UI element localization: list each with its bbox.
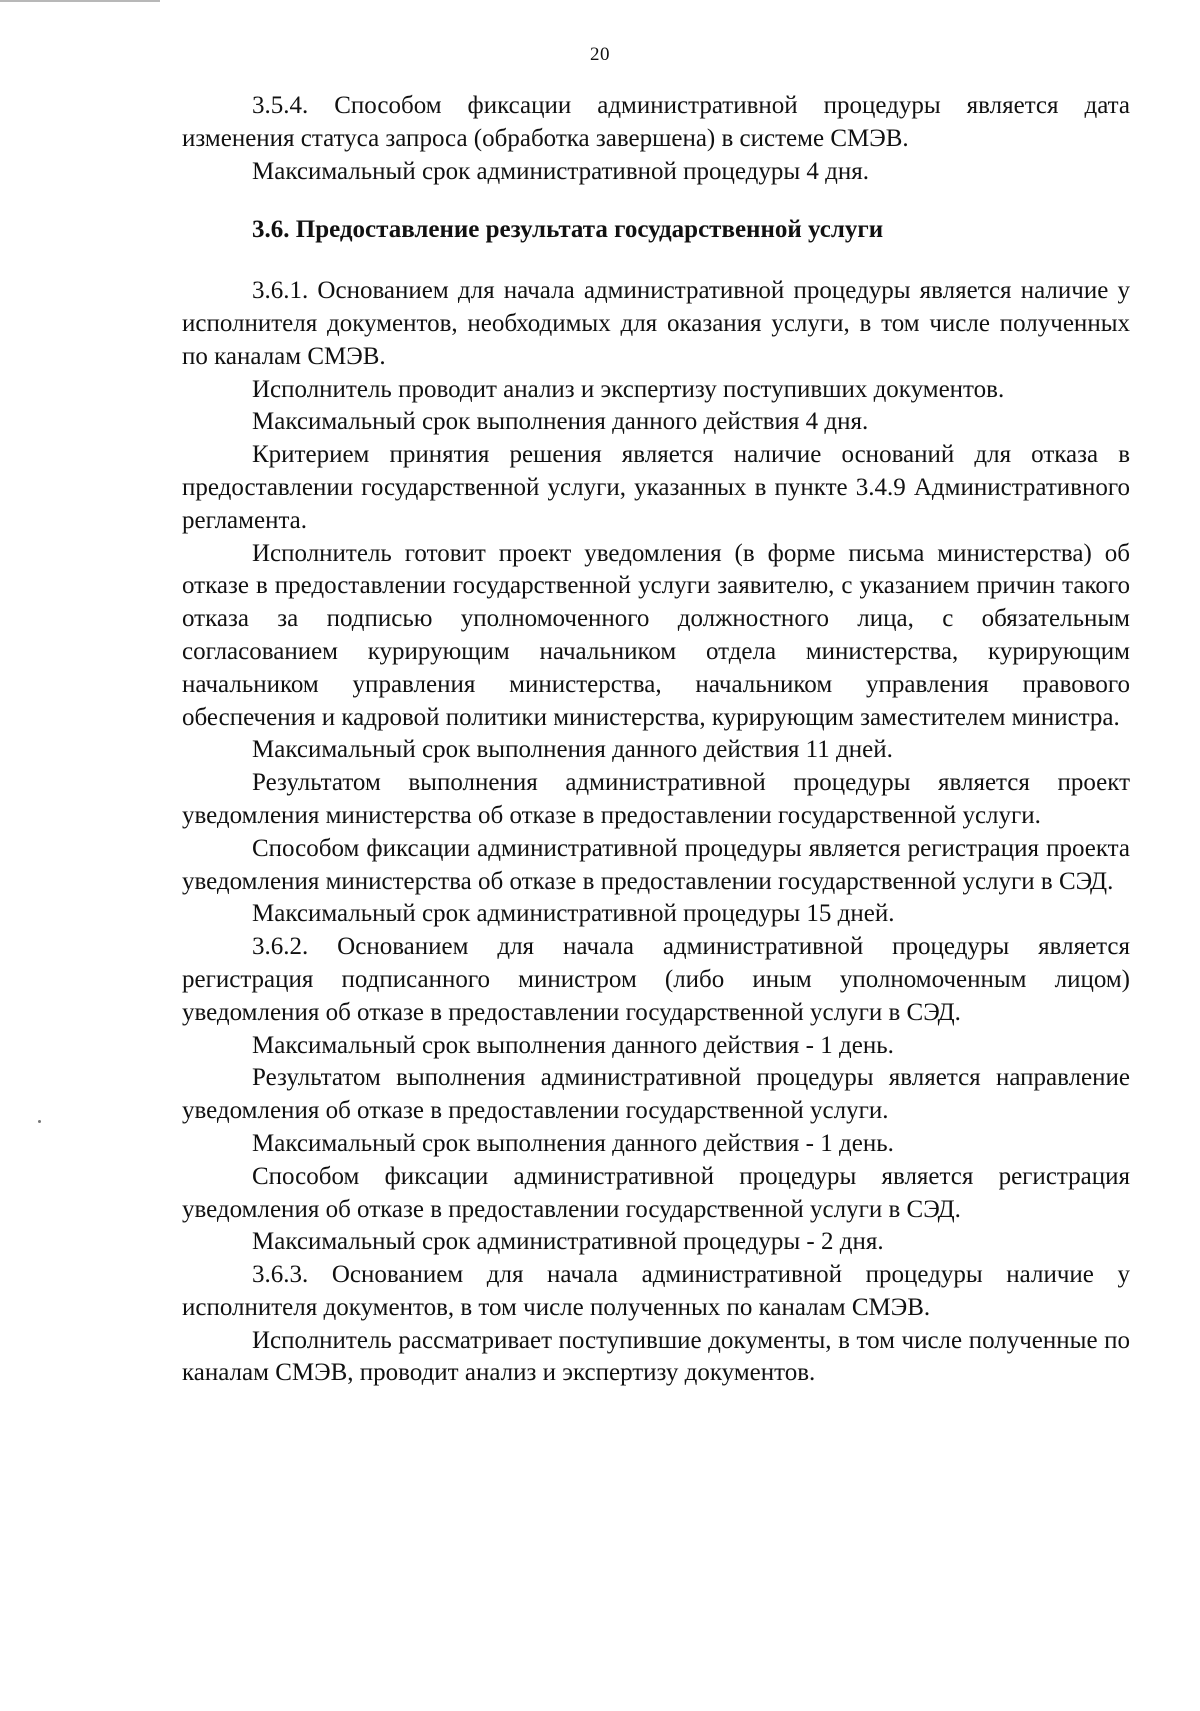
paragraph-deadline-1-day-a: Максимальный срок выполнения данного действия - 1 день. [252,1031,894,1059]
paragraph-deadline-1-day-b: Максимальный срок выполнения данного действия - 1 день. [252,1129,894,1157]
paragraph-result-sending: Результатом выполнения административной процедуры является направление уведомления об отказе в предоставлении государственной услуги. [182,1064,1130,1125]
paragraph-fixation-registration: Способом фиксации административной процедуры является регистрация уведомления об отказе в предоставлении государственной услуги в СЭД. [182,1162,1130,1223]
paragraph-deadline-11-days: Максимальный срок выполнения данного действия 11 дней. [252,736,893,764]
scan-speck [38,1120,41,1123]
paragraph-3-6-1: 3.6.1. Основанием для начала административной процедуры является наличие у исполнителя документов, необходимых для оказания услуги, в том числе полученных по каналам СМЭВ. [182,277,1130,370]
paragraph-3-5-4-deadline: Максимальный срок административной процедуры 4 дня. [252,157,870,185]
paragraph-deadline-4-days: Максимальный срок выполнения данного действия 4 дня. [252,408,869,436]
paragraph-deadline-15-days: Максимальный срок административной процедуры 15 дней. [252,900,895,928]
paragraph-3-5-4: 3.5.4. Способом фиксации административной процедуры является дата изменения статуса запроса (обработка завершена) в системе СМЭВ. [182,92,1130,152]
paragraph-deadline-2-days: Максимальный срок административной процедуры - 2 дня. [252,1228,884,1256]
paragraph-decision-criterion: Критерием принятия решения является наличие оснований для отказа в предоставлении государственной услуги, указанных в пункте 3.4.9 Административного регламента. [182,441,1130,534]
paragraph-result-draft: Результатом выполнения административной процедуры является проект уведомления министерства об отказе в предоставлении государственной услуги. [182,769,1130,829]
section-heading-3-6: 3.6. Предоставление результата государственной услуги [252,216,884,244]
paragraph-analysis: Исполнитель проводит анализ и экспертизу поступивших документов. [252,375,1005,403]
paragraph-3-6-3: 3.6.3. Основанием для начала административной процедуры наличие у исполнителя документов, в том числе полученных по каналам СМЭВ. [182,1261,1130,1321]
paragraph-fixation-draft: Способом фиксации административной процедуры является регистрация проекта уведомления министерства об отказе в предоставлении государственной услуги в СЭД. [182,834,1130,895]
page-number: 20 [590,44,610,65]
paragraph-refusal-draft: Исполнитель готовит проект уведомления (в форме письма министерства) об отказе в предоставлении государственной услуги заявителю, с указанием причин такого отказа за подписью уполномоченного должностного лица, с обязательным согласованием курирующим начальником отдела министерства, курирующим начальником управления министерства, начальником управления правового обеспечения и кадровой политики министерства, курирующим заместителем министра. [182,539,1130,731]
scan-edge-line [0,0,160,2]
paragraph-review-documents: Исполнитель рассматривает поступившие документы, в том числе полученные по каналам СМЭВ, проводит анализ и экспертизу документов. [182,1326,1130,1387]
document-body [182,90,1130,1390]
paragraph-3-6-2: 3.6.2. Основанием для начала административной процедуры является регистрация подписанного министром (либо иным уполномоченным лицом) уведомления об отказе в предоставлении государственной услуги в СЭД. [182,933,1130,1026]
